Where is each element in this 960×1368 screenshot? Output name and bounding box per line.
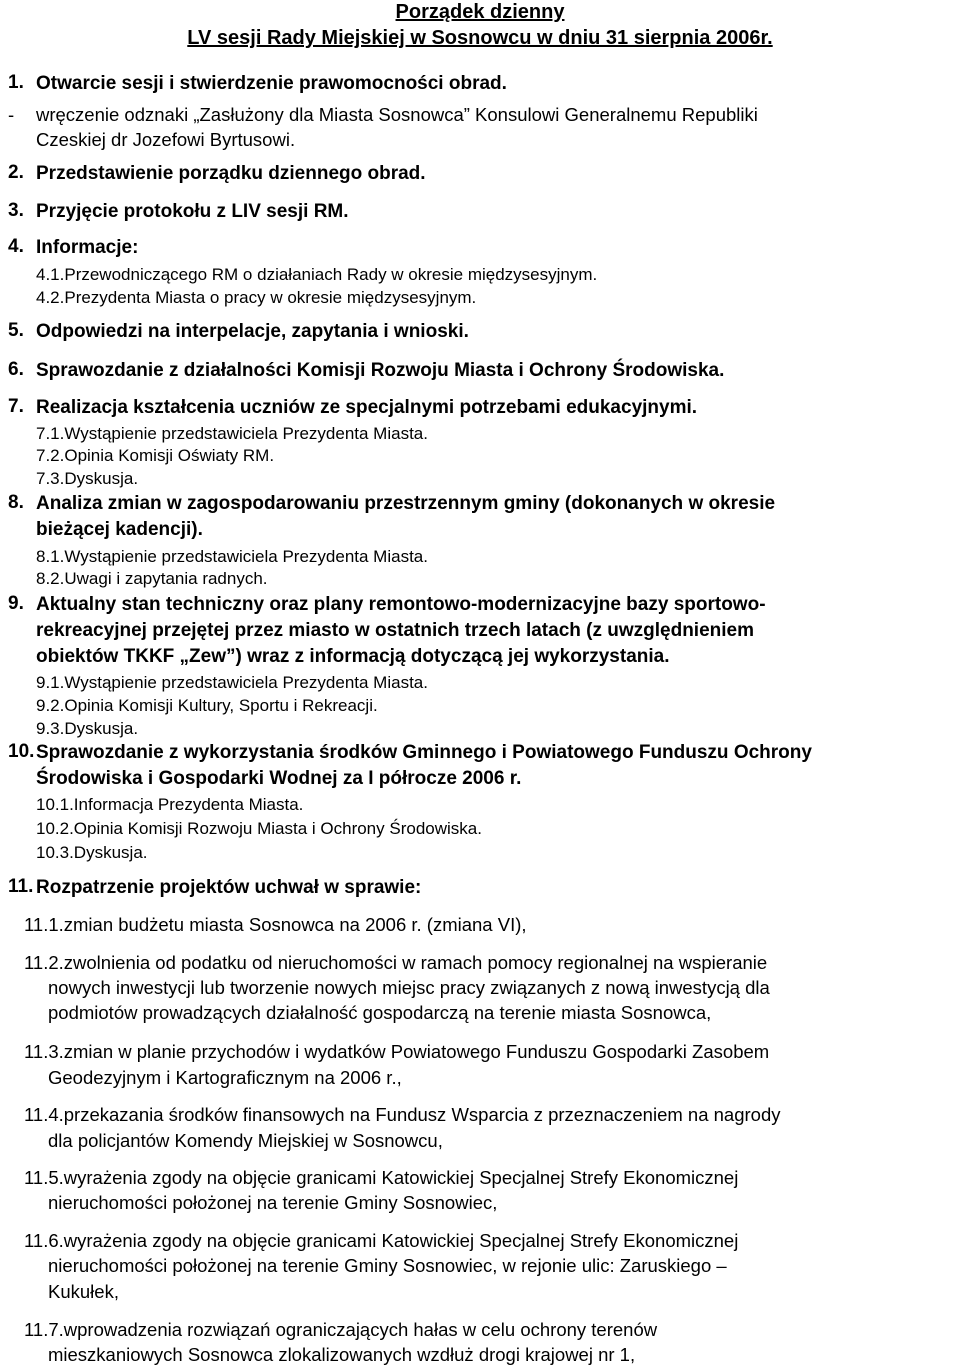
resolution-11-7-line1: 11.7.wprowadzenia rozwiązań ograniczających hałas w celu ochrony terenów <box>24 1319 658 1340</box>
resolution-11-7-line2: mieszkaniowych Sosnowca zlokalizowanych wzdłuż drogi krajowej nr 1, <box>48 1344 636 1365</box>
sub-item: 10.1.Informacja Prezydenta Miasta. <box>36 795 304 814</box>
session-title: LV sesji Rady Miejskiej w Sosnowcu w dniu 31 sierpnia 2006r. <box>187 27 773 49</box>
dash-marker: - <box>8 104 15 125</box>
item-number: 10. <box>8 741 35 762</box>
sub-item: 4.2.Prezydenta Miasta o pracy w okresie międzysesyjnym. <box>36 288 477 307</box>
item-number: 9. <box>8 593 24 614</box>
resolution-11-6-line3: Kukułek, <box>48 1281 119 1302</box>
resolution-11-4-line1: 11.4.przekazania środków finansowych na Fundusz Wsparcia z przeznaczeniem na nagrody <box>24 1104 781 1125</box>
agenda-item-2: Przedstawienie porządku dziennego obrad. <box>36 163 426 184</box>
agenda-item-10-line1: Sprawozdanie z wykorzystania środków Gminnego i Powiatowego Funduszu Ochrony <box>36 742 812 763</box>
agenda-item-9-line3: obiektów TKKF „Zew”) wraz z informacją dotyczącą jej wykorzystania. <box>36 646 670 667</box>
agenda-item-4: Informacje: <box>36 237 139 258</box>
resolution-11-5-line2: nieruchomości położonej na terenie Gminy Sosnowiec, <box>48 1192 498 1213</box>
resolution-11-2-line1 <box>24 951 958 975</box>
item-number: 5. <box>8 320 24 341</box>
item-number: 3. <box>8 200 24 221</box>
agenda-item-3: Przyjęcie protokołu z LIV sesji RM. <box>36 201 349 222</box>
resolution-11-4-line2: dla policjantów Komendy Miejskiej w Sosnowcu, <box>48 1130 443 1151</box>
sub-item: 9.1.Wystąpienie przedstawiciela Prezydenta Miasta. <box>36 673 428 692</box>
resolution-text: 11.2.zwolnienia od podatku od nieruchomości w ramach pomocy regionalnej na wspieranie <box>24 952 768 973</box>
resolution-11-1: 11.1.zmian budżetu miasta Sosnowca na 2006 r. (zmiana VI), <box>24 914 527 935</box>
item-number: 2. <box>8 162 24 183</box>
resolution-11-2-line3: podmiotów prowadzących działalność gospodarczą na terenie miasta Sosnowca, <box>48 1002 712 1023</box>
sub-item: 9.2.Opinia Komisji Kultury, Sportu i Rekreacji. <box>36 696 378 715</box>
item-number: 6. <box>8 359 24 380</box>
item-number: 1. <box>8 72 24 93</box>
agenda-item-6: Sprawozdanie z działalności Komisji Rozwoju Miasta i Ochrony Środowiska. <box>36 360 725 381</box>
sub-item: 4.1.Przewodniczącego RM o działaniach Rady w okresie międzysesyjnym. <box>36 265 598 284</box>
sub-item: 7.2.Opinia Komisji Oświaty RM. <box>36 446 275 465</box>
item-number: 4. <box>8 236 24 257</box>
resolution-11-6-line1: 11.6.wyrażenia zgody na objęcie granicami Katowickiej Specjalnej Strefy Ekonomicznej <box>24 1230 739 1251</box>
sub-item: 10.3.Dyskusja. <box>36 843 148 862</box>
resolution-11-6-line2: nieruchomości położonej na terenie Gminy Sosnowiec, w rejonie ulic: Zaruskiego – <box>48 1255 727 1276</box>
item-number: 8. <box>8 492 24 513</box>
sub-item: 8.2.Uwagi i zapytania radnych. <box>36 569 268 588</box>
item-number: 7. <box>8 396 24 417</box>
sub-item: 7.1.Wystąpienie przedstawiciela Prezydenta Miasta. <box>36 424 428 443</box>
agenda-item-8-line1: Analiza zmian w zagospodarowaniu przestrzennym gminy (dokonanych w okresie <box>36 493 776 514</box>
agenda-item-10-line2: Środowiska i Gospodarki Wodnej za I półrocze 2006 r. <box>36 768 522 789</box>
sub-item-text: wręczenie odznaki „Zasłużony dla Miasta Sosnowca” Konsulowi Generalnemu Republiki <box>36 104 758 125</box>
resolution-11-3-line1: 11.3.zmian w planie przychodów i wydatków Powiatowego Funduszu Gospodarki Zasobem <box>24 1041 770 1062</box>
sub-item: 9.3.Dyskusja. <box>36 719 139 738</box>
agenda-item-9-line1: Aktualny stan techniczny oraz plany remontowo-modernizacyjne bazy sportowo- <box>36 594 766 615</box>
item-number: 11. <box>8 876 34 897</box>
resolution-11-5-line1: 11.5.wyrażenia zgody na objęcie granicami Katowickiej Specjalnej Strefy Ekonomicznej <box>24 1167 739 1188</box>
sub-item-line <box>36 103 940 127</box>
sub-item: 7.3.Dyskusja. <box>36 469 139 488</box>
resolution-11-3-line2: Geodezyjnym i Kartograficznym na 2006 r., <box>48 1067 402 1088</box>
agenda-item-7: Realizacja kształcenia uczniów ze specjalnymi potrzebami edukacyjnymi. <box>36 397 698 418</box>
agenda-item-5: Odpowiedzi na interpelacje, zapytania i wnioski. <box>36 321 469 342</box>
justified-line <box>24 951 958 975</box>
resolution-11-2-line2: nowych inwestycji lub tworzenie nowych miejsc pracy związanych z nową inwestycją dla <box>48 977 770 998</box>
sub-item: 10.2.Opinia Komisji Rozwoju Miasta i Ochrony Środowiska. <box>36 819 482 838</box>
document-title: Porządek dzienny <box>395 1 565 23</box>
sub-item-line: Czeskiej dr Jozefowi Byrtusowi. <box>36 129 296 150</box>
sub-item: 8.1.Wystąpienie przedstawiciela Prezydenta Miasta. <box>36 547 428 566</box>
agenda-item-9-line2: rekreacyjnej przejętej przez miasto w ostatnich trzech latach (z uwzględnieniem <box>36 620 754 641</box>
agenda-item-8-line2: bieżącej kadencji). <box>36 519 203 540</box>
agenda-item-1: Otwarcie sesji i stwierdzenie prawomocności obrad. <box>36 73 507 94</box>
agenda-item-11: Rozpatrzenie projektów uchwał w sprawie: <box>36 877 422 898</box>
